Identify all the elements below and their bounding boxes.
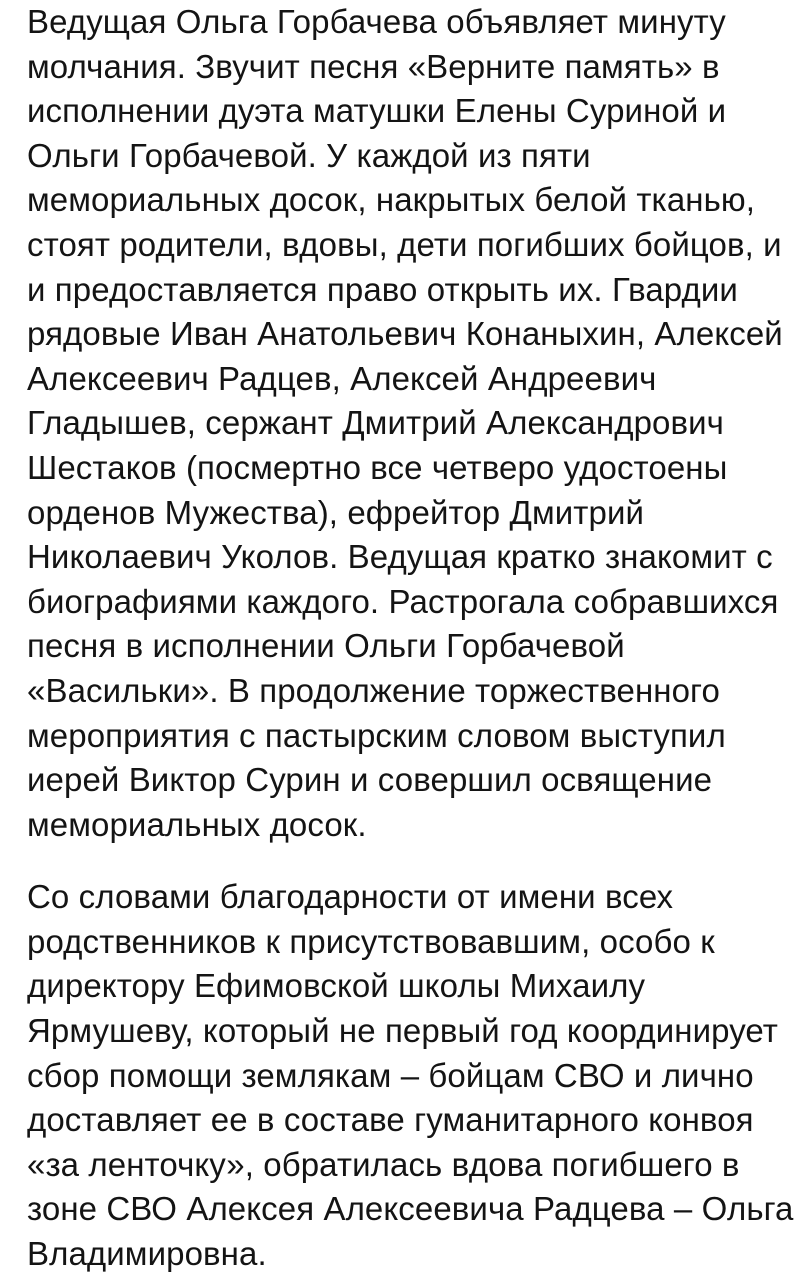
text-line: орденов Мужества), ефрейтор Дмитрий: [27, 493, 645, 531]
text-line: Гладышев, сержант Дмитрий Александрович: [27, 404, 724, 442]
text-line: стоят родители, вдовы, дети погибших бойцов, и: [27, 225, 782, 263]
text-line: Владимировна.: [27, 1235, 267, 1273]
text-line: Ярмушеву, который не первый год координирует: [27, 1012, 778, 1050]
article-body: [27, 0, 810, 1277]
text-line: мемориальных досок, накрытых белой тканью,: [27, 181, 756, 219]
text-line: Ольги Горбачевой. У каждой из пяти: [27, 136, 591, 174]
text-line: родственников к присутствовавшим, особо к: [27, 922, 715, 960]
paragraph-1: [27, 0, 810, 847]
text-line: мероприятия с пастырским словом выступил: [27, 716, 726, 754]
text-line: «Васильки». В продолжение торжественного: [27, 671, 720, 709]
text-line: сбор помощи землякам – бойцам СВО и лично: [27, 1056, 754, 1094]
paragraph-spacer: [27, 847, 810, 875]
text-line: директору Ефимовской школы Михаилу: [27, 967, 646, 1005]
text-line: Ведущая Ольга Горбачева объявляет минуту: [27, 3, 726, 40]
text-line: рядовые Иван Анатольевич Конаныхин, Алексей: [27, 315, 783, 353]
text-line: исполнении дуэта матушки Елены Суриной и: [27, 92, 727, 130]
text-line: зоне СВО Алексея Алексеевича Радцева – Ольга: [27, 1190, 794, 1228]
text-line: Со словами благодарности от имени всех: [27, 878, 674, 916]
text-line: доставляет ее в составе гуманитарного конвоя: [27, 1101, 754, 1139]
text-line: Алексеевич Радцев, Алексей Андреевич: [27, 359, 657, 397]
text-line: Николаевич Уколов. Ведущая кратко знакомит с: [27, 538, 773, 576]
text-line: «за ленточку», обратилась вдова погибшего в: [27, 1145, 740, 1183]
text-line: Шестаков (посмертно все четверо удостоены: [27, 448, 728, 486]
text-line: мемориальных досок.: [27, 805, 367, 843]
paragraph-2: [27, 875, 810, 1276]
text-line: молчания. Звучит песня «Верните память» в: [27, 47, 720, 85]
text-line: биографиями каждого. Растрогала собравшихся: [27, 582, 779, 620]
text-line: и предоставляется право открыть их. Гвардии: [27, 270, 738, 308]
text-line: иерей Виктор Сурин и совершил освящение: [27, 761, 713, 799]
text-line: песня в исполнении Ольги Горбачевой: [27, 627, 625, 665]
